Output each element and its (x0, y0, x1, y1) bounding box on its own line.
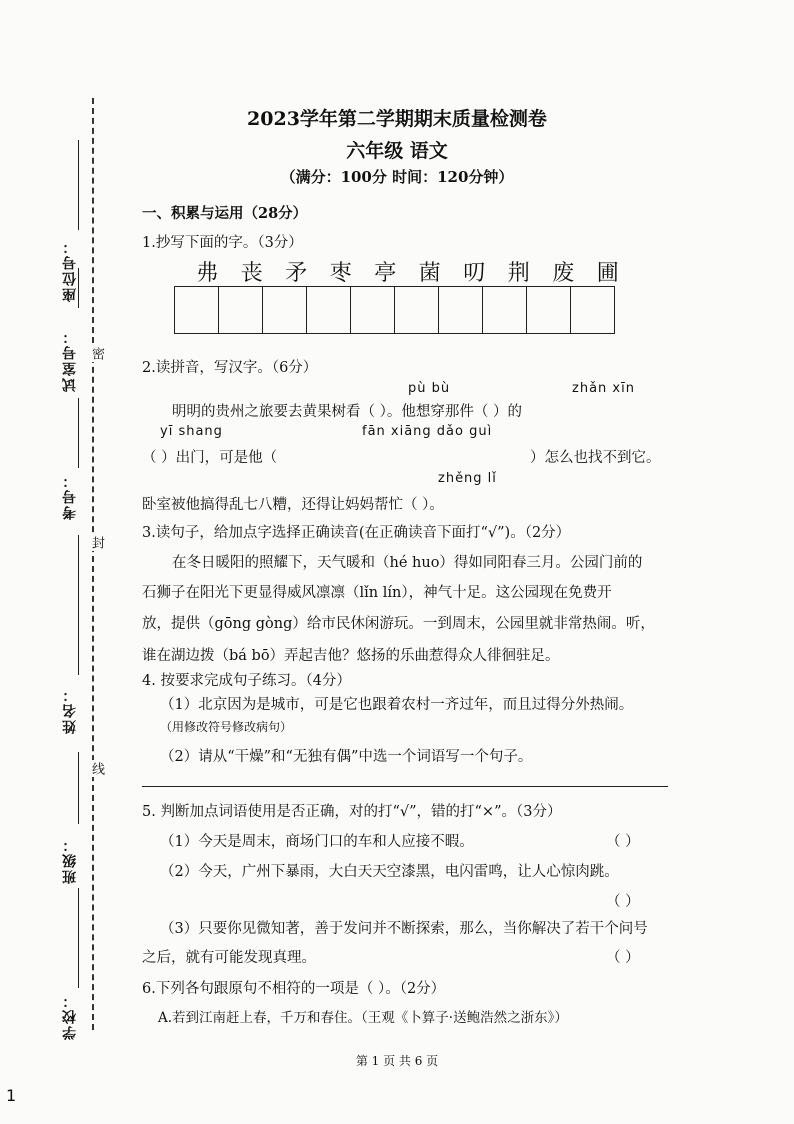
q4-item: （2）请从“干燥”和“无独有偶”中选一个词语写一个句子。 (160, 749, 533, 765)
exam-info: （满分：100分 时间：120分钟） (280, 168, 514, 186)
q6-option-a: A.若到江南赶上春，千万和春住。（王观《卜算子·送鲍浩然之浙东》） (158, 1010, 568, 1026)
q1-char: 叨 (463, 261, 486, 286)
q3-passage-line: 在冬日暖阳的照耀下，天气暖和（hé huo）得如同阳春三月。公园门前的 (172, 555, 643, 571)
q3-prompt: 3.读句子，给加点字选择正确读音(在正确读音下面打“√”)。（2分） (142, 525, 571, 541)
q2-pinyin: pù bù (408, 381, 451, 396)
page-footer: 第 1 页 共 6 页 (355, 1054, 439, 1068)
q1-char: 亭 (374, 261, 397, 286)
q3-passage-line: 谁在湖边拨（bá bō）弄起吉他？悠扬的乐曲惹得众人徘徊驻足。 (142, 648, 560, 664)
grid-cell[interactable] (483, 287, 527, 333)
q3-passage-line: 放，提供（gōng gòng）给市民休闲游玩。一到周末，公园里就非常热闹。听， (142, 616, 655, 632)
section-heading: 一、积累与运用（28分） (142, 205, 308, 222)
q1-char: 菌 (418, 261, 441, 286)
q1-char: 矛 (285, 261, 308, 286)
page-number: 1 (6, 1086, 17, 1105)
grid-cell[interactable] (219, 287, 263, 333)
answer-parentheses[interactable]: （ ） (606, 950, 640, 966)
q2-line: 明明的贵州之旅要去黄果树看（ ）。他想穿那件（ ）的 (172, 404, 522, 420)
q2-prompt: 2.读拼音，写汉字。（6分） (142, 360, 318, 376)
grid-cell[interactable] (527, 287, 571, 333)
room-label: 试室号： (62, 328, 78, 392)
q1-char: 荆 (507, 261, 530, 286)
q2-pinyin: zhěng lǐ (438, 471, 497, 486)
exam-subtitle: 六年级 语文 (346, 140, 448, 162)
q1-character-row (185, 256, 630, 287)
grid-cell[interactable] (395, 287, 439, 333)
exam-no-label: 考号： (62, 472, 78, 520)
grid-cell[interactable] (439, 287, 483, 333)
grid-cell[interactable] (263, 287, 307, 333)
room-blank-line (78, 268, 79, 308)
q1-char: 废 (552, 261, 575, 286)
answer-parentheses[interactable]: （ ） (606, 894, 640, 910)
q4-note: （用修改符号修改病句） (160, 720, 293, 734)
q4-prompt: 4. 按要求完成句子练习。（4分） (142, 673, 351, 689)
seat-label: 座位号： (62, 238, 78, 302)
q5-item: （1）今天是周末，商场门口的车和人应接不暇。 (160, 834, 474, 850)
answer-parentheses[interactable]: （ ） (606, 834, 640, 850)
q1-char: 枣 (329, 261, 352, 286)
seal-xian: 线 (89, 762, 104, 775)
q1-char: 弗 (196, 261, 219, 286)
exam-title: 2023学年第二学期期末质量检测卷 (247, 108, 547, 130)
grid-cell[interactable] (307, 287, 351, 333)
q2-line: （ ）出门，可是他（ (142, 450, 278, 466)
q2-pinyin: yī shang (160, 424, 223, 439)
class-blank-line (78, 752, 79, 824)
name-blank-line (78, 535, 79, 675)
q1-char: 丧 (240, 261, 263, 286)
q2-pinyin: fān xiāng dǎo guì (362, 424, 493, 439)
q5-item: （3）只要你见微知著，善于发问并不断探索，那么，当你解决了若干个问号 (160, 921, 648, 937)
q1-prompt: 1.抄写下面的字。（3分） (142, 235, 303, 251)
q3-passage-line: 石狮子在阳光下更显得威风凛凛（lǐn lín），神气十足。这公园现在免费开 (142, 585, 612, 601)
exam-no-blank-line (78, 398, 79, 468)
name-label: 姓名： (62, 686, 78, 734)
q2-line: ）怎么也找不到它。 (530, 450, 661, 466)
class-label: 班级： (62, 836, 78, 884)
q5-item: 之后，就有可能发现真理。 (142, 950, 316, 966)
q2-line: 卧室被他搞得乱七八糟，还得让妈妈帮忙（ ）。 (142, 497, 444, 513)
q1-char: 圃 (596, 261, 619, 286)
school-blank-line (78, 888, 79, 988)
school-label: 学校： (62, 992, 78, 1040)
seal-mi: 密 (89, 347, 104, 360)
binding-dashed-line (92, 98, 94, 1030)
grid-cell[interactable] (571, 287, 614, 333)
q4-answer-line[interactable] (142, 786, 668, 787)
q6-prompt: 6.下列各句跟原句不相符的一项是（ ）。（2分） (142, 981, 446, 997)
q4-item: （1）北京因为是城市，可是它也跟着农村一齐过年，而且过得分外热闹。 (160, 697, 634, 713)
grid-cell[interactable] (351, 287, 395, 333)
q2-pinyin: zhǎn xīn (572, 381, 635, 396)
seal-feng: 封 (89, 536, 104, 549)
q5-item: （2）今天，广州下暴雨，大白天天空漆黑，电闪雷鸣，让人心惊肉跳。 (160, 864, 619, 880)
grid-cell[interactable] (175, 287, 219, 333)
q1-writing-grid[interactable] (174, 286, 615, 334)
q5-prompt: 5. 判断加点词语使用是否正确，对的打“√”，错的打“×”。（3分） (142, 804, 562, 820)
